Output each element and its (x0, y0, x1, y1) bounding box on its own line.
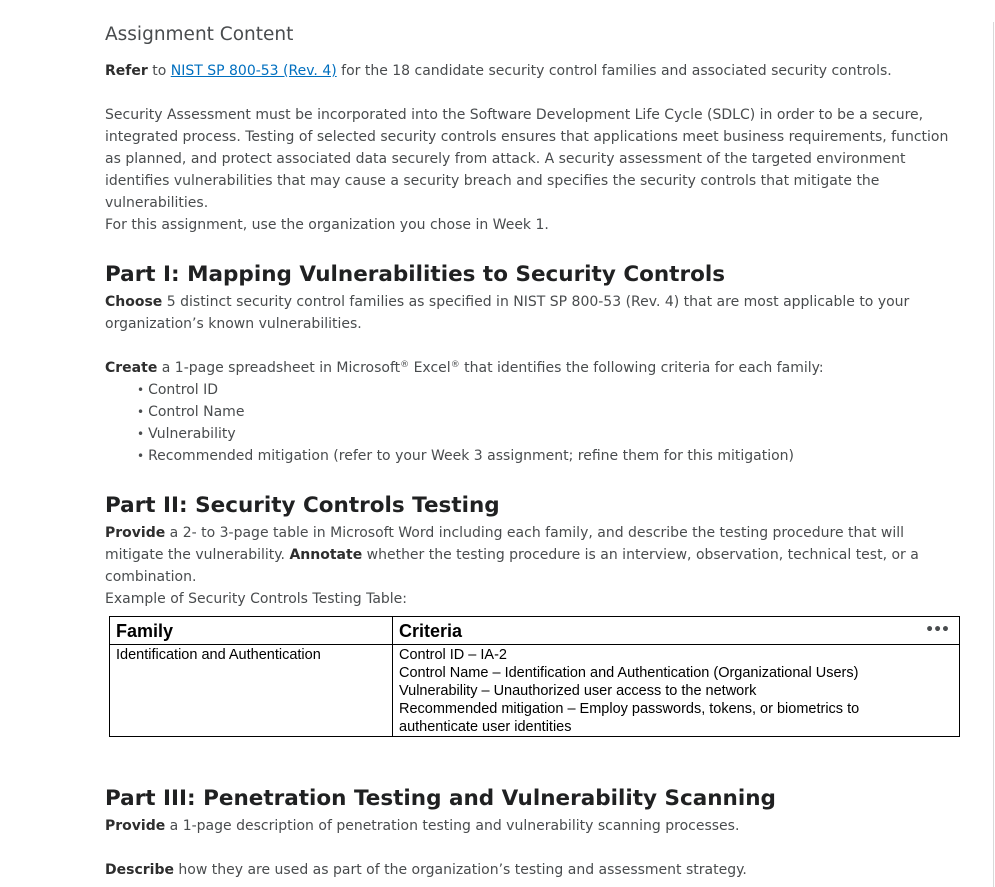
header-criteria (393, 617, 960, 645)
create-bold: Create (105, 360, 158, 376)
refer-bold: Refer (105, 63, 148, 79)
criteria-line: Recommended mitigation – Employ passwords, tokens, or biometrics to (399, 701, 860, 717)
criteria-line: Control Name – Identification and Authentication (Organizational Users) (399, 665, 859, 681)
family-cell: Identification and Authentication (110, 645, 393, 737)
nist-link[interactable]: NIST SP 800-53 (Rev. 4) (170, 63, 337, 79)
header-criteria-label: Criteria (399, 621, 463, 641)
describe-rest-text: how they are used as part of the organization’s testing and assessment strategy. (173, 862, 747, 878)
table-header-row (110, 617, 960, 645)
list-item: • Control Name (137, 401, 794, 423)
provide-paragraph (105, 522, 965, 588)
table-row (110, 645, 960, 737)
provide-description-paragraph (105, 815, 965, 837)
page-title: Assignment Content (105, 24, 294, 45)
refer-paragraph (105, 60, 965, 82)
choose-paragraph (105, 291, 965, 335)
part1-heading: Part I: Mapping Vulnerabilities to Security Controls (105, 262, 726, 287)
annotate-bold: Annotate (289, 547, 363, 563)
provide-description-text: a 1-page description of penetration testing and vulnerability scanning processes. (165, 818, 740, 834)
criteria-line: authenticate user identities (399, 719, 572, 735)
example-label: Example of Security Controls Testing Table: (105, 591, 408, 607)
security-assessment-paragraph: Security Assessment must be incorporated into the Software Development Life Cycle (SDLC) in order to be a secure, integrated process. Testing of selected security controls ensures that applications meet business requirements, function as planned, and protect associated data securely from attack. A security assessment of the targeted environment identifies vulnerabilities that may cause a security breach and specifies the security controls that mitigate the vulnerabilities. (105, 107, 949, 211)
list-item: • Recommended mitigation (refer to your Week 3 assignment; refine them for this mitigation) (137, 445, 794, 467)
example-table (109, 616, 960, 737)
part3-heading: Part III: Penetration Testing and Vulnerability Scanning (105, 786, 776, 811)
criteria-list (137, 379, 794, 467)
part2-heading: Part II: Security Controls Testing (105, 493, 500, 518)
list-item: • Vulnerability (137, 423, 794, 445)
list-item: • Control ID (137, 379, 794, 401)
registered-mark: ® (450, 360, 460, 370)
more-options-icon[interactable]: ••• (925, 622, 949, 638)
annotate-rest-text: whether the testing procedure is an interview, observation, technical test, or a combination. (105, 547, 919, 585)
organization-paragraph: For this assignment, use the organization you chose in Week 1. (105, 217, 549, 233)
create-a-text: a 1-page spreadsheet in Microsoft (157, 360, 401, 376)
create-rest-text: that identifies the following criteria for each family: (459, 360, 824, 376)
describe-bold: Describe (105, 862, 174, 878)
provide-rest-text: a 2- to 3-page table in Microsoft Word including each family, and describe the testing procedure that will mitigate the vulnerability. (105, 525, 905, 563)
create-excel-text: Excel (409, 360, 451, 376)
scrollbar-track[interactable] (993, 22, 994, 887)
criteria-line: Control ID – IA-2 (399, 647, 507, 663)
create-paragraph (105, 357, 965, 379)
provide-bold: Provide (105, 818, 166, 834)
criteria-cell (393, 645, 960, 737)
header-family: Family (110, 617, 393, 645)
registered-mark: ® (400, 360, 410, 370)
criteria-line: Vulnerability – Unauthorized user access to the network (399, 683, 757, 699)
choose-rest-text: 5 distinct security control families as specified in NIST SP 800-53 (Rev. 4) that are most applicable to your organization’s known vulnerabilities. (105, 294, 910, 332)
choose-bold: Choose (105, 294, 163, 310)
provide-bold: Provide (105, 525, 166, 541)
refer-rest-text: for the 18 candidate security control families and associated security controls. (336, 63, 892, 79)
describe-paragraph (105, 859, 965, 881)
refer-to-text: to (147, 63, 171, 79)
